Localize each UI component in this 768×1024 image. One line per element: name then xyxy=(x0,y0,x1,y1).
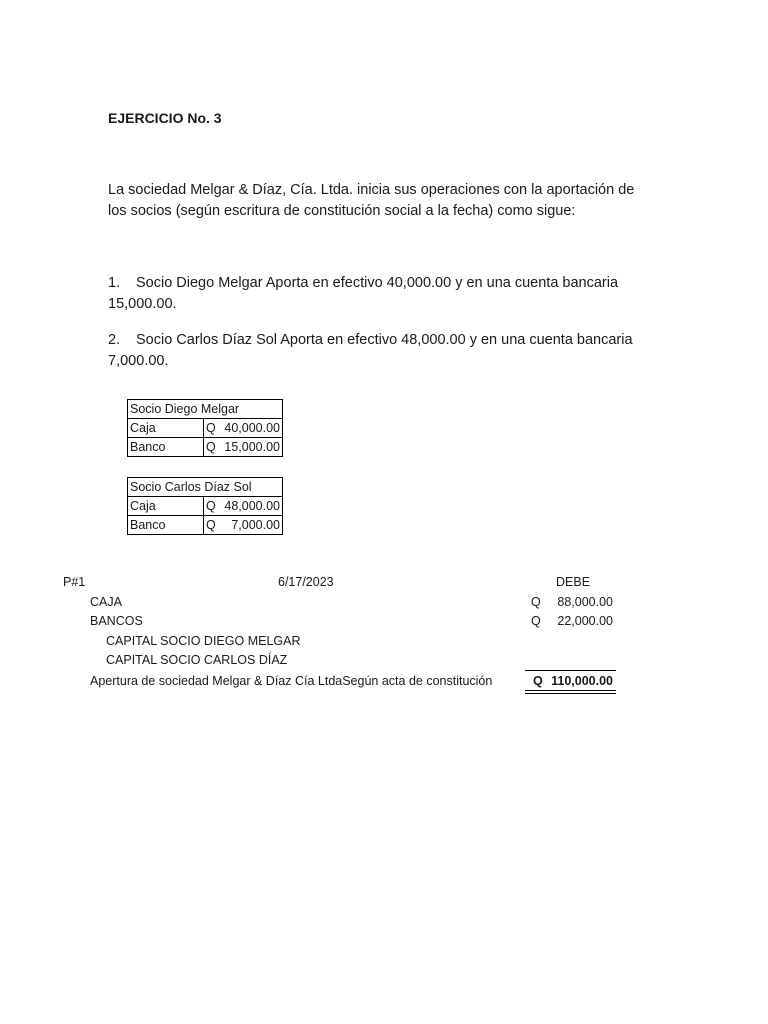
table-row xyxy=(128,497,283,516)
intro-line-1: La sociedad Melgar & Díaz, Cía. Ltda. inicia sus operaciones con la aportación de xyxy=(108,182,635,198)
debit-account: BANCOS xyxy=(90,614,143,628)
account-label: Banco xyxy=(128,438,204,457)
currency-symbol: Q xyxy=(204,419,219,438)
partner-table-melgar xyxy=(127,399,283,457)
amount: 15,000.00 xyxy=(218,438,283,457)
total-double-rule xyxy=(525,690,616,691)
entry-date: 6/17/2023 xyxy=(278,575,334,589)
currency-symbol: Q xyxy=(204,497,219,516)
amount: 48,000.00 xyxy=(218,497,283,516)
item-number: 2. xyxy=(108,332,121,348)
table-header: Socio Carlos Díaz Sol xyxy=(128,478,283,497)
amount: 7,000.00 xyxy=(218,516,283,535)
table-header: Socio Diego Melgar xyxy=(128,400,283,419)
intro-line-2: los socios (según escritura de constitución social a la fecha) como sigue: xyxy=(108,203,576,219)
debit-amount: 88,000.00 xyxy=(557,595,613,609)
currency-symbol: Q xyxy=(204,516,219,535)
item-number: 1. xyxy=(108,275,121,291)
currency-symbol: Q xyxy=(204,438,219,457)
debit-amount: 22,000.00 xyxy=(557,614,613,628)
table-row xyxy=(128,516,283,535)
total-amount: 110,000.00 xyxy=(551,674,613,688)
item-text: Socio Carlos Díaz Sol Aporta en efectivo 48,000.00 y en una cuenta bancaria xyxy=(136,332,633,348)
table-row xyxy=(128,419,283,438)
item-2-continuation: 7,000.00. xyxy=(108,353,169,369)
item-1 xyxy=(108,273,618,294)
total-double-rule xyxy=(525,693,616,694)
partner-table-diaz xyxy=(127,477,283,535)
entry-description: Apertura de sociedad Melgar & Díaz Cía LtdaSegún acta de constitución xyxy=(90,674,493,688)
currency-symbol: Q xyxy=(531,614,541,628)
amount: 40,000.00 xyxy=(218,419,283,438)
currency-symbol: Q xyxy=(533,674,543,688)
table-header-row xyxy=(128,478,283,497)
total-top-rule xyxy=(525,670,616,671)
account-label: Caja xyxy=(128,497,204,516)
debit-account: CAJA xyxy=(90,595,122,609)
table-row xyxy=(128,438,283,457)
item-text: Socio Diego Melgar Aporta en efectivo 40,000.00 y en una cuenta bancaria xyxy=(136,275,619,291)
debe-header: DEBE xyxy=(556,575,591,589)
table-header-row xyxy=(128,400,283,419)
exercise-title: EJERCICIO No. 3 xyxy=(108,110,222,126)
item-1-continuation: 15,000.00. xyxy=(108,296,177,312)
account-label: Banco xyxy=(128,516,204,535)
credit-account: CAPITAL SOCIO DIEGO MELGAR xyxy=(106,634,301,648)
credit-account: CAPITAL SOCIO CARLOS DÍAZ xyxy=(106,653,288,667)
currency-symbol: Q xyxy=(531,595,541,609)
item-2 xyxy=(108,330,633,351)
account-label: Caja xyxy=(128,419,204,438)
entry-number: P#1 xyxy=(63,575,86,589)
